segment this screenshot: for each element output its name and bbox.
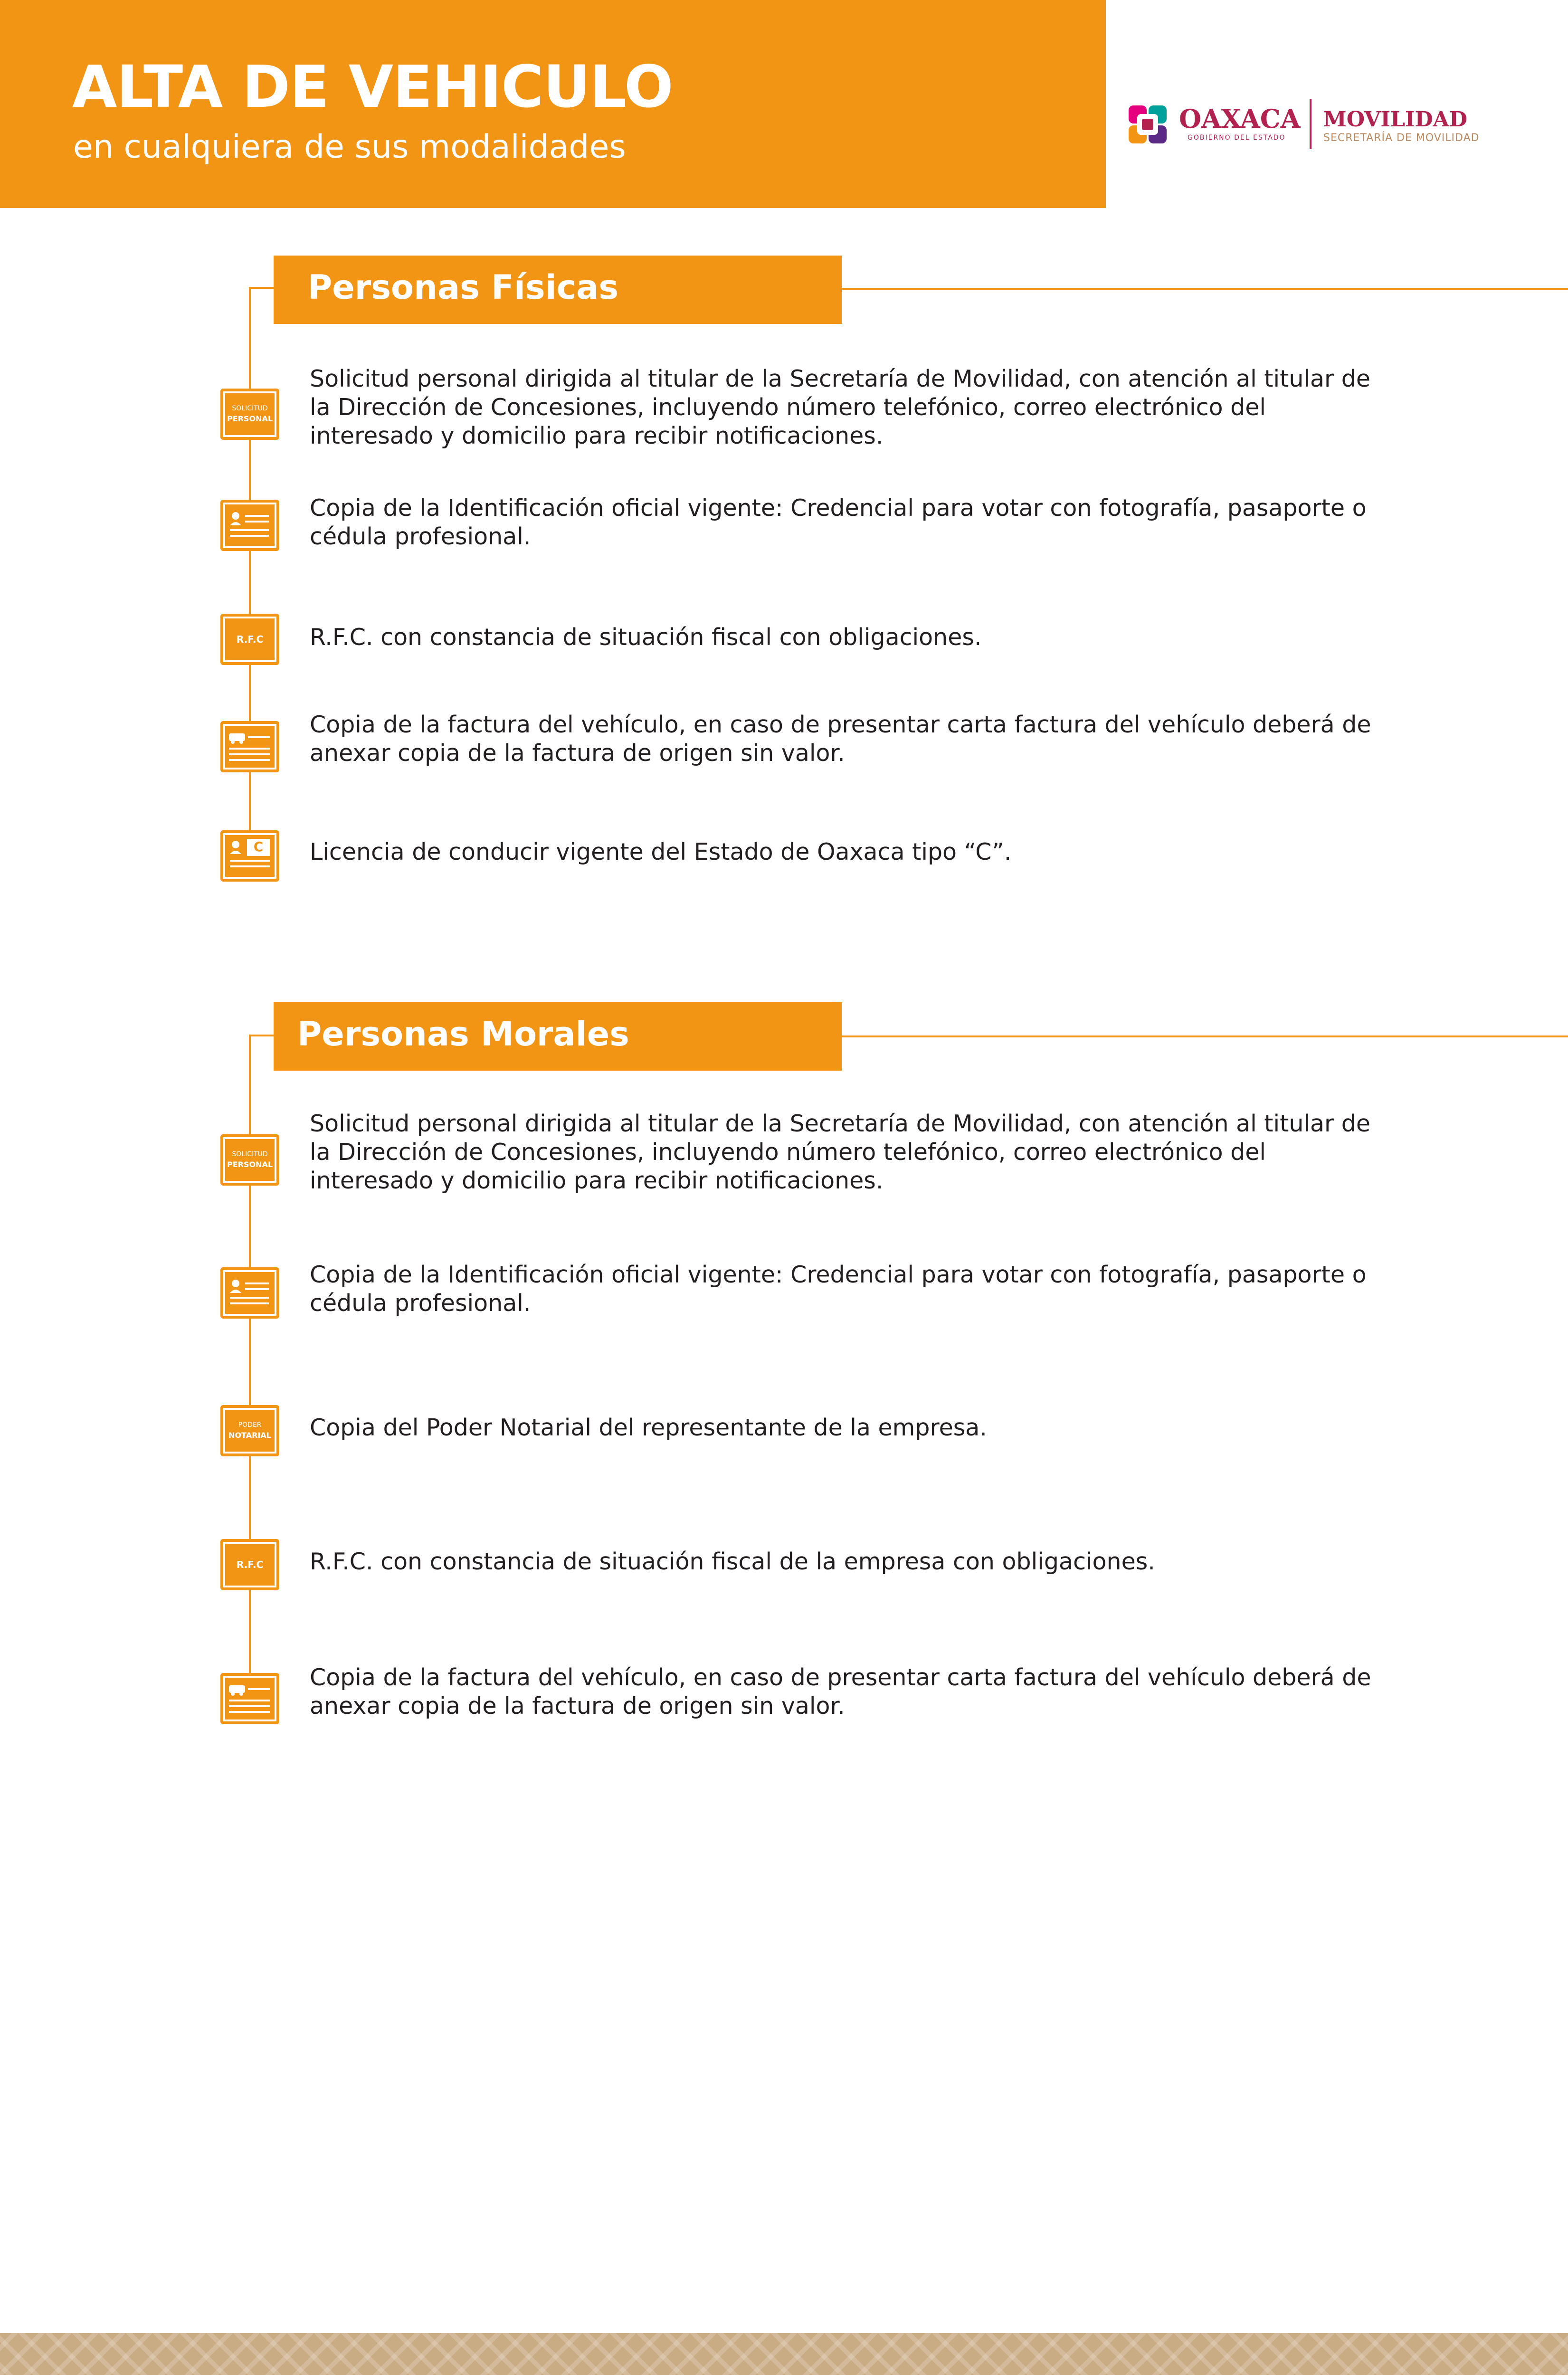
requirement-text: Copia de la factura del vehículo, en caso de presentar carta factura del vehículo deberá de anexar copia de la factura de origen sin valor. bbox=[310, 711, 1371, 767]
rfc-icon: R.F.C bbox=[220, 614, 279, 665]
logo-movilidad-text: MOVILIDAD bbox=[1323, 107, 1467, 132]
poder-notarial-icon: PODER NOTARIAL bbox=[220, 1405, 279, 1456]
requirement-text: Solicitud personal dirigida al titular de la Secretaría de Movilidad, con atención al titular de la Dirección de Concesiones, incluyendo número telefónico, correo electrónico del interesado y domicilio para recibir notificaciones. bbox=[310, 365, 1370, 449]
requirement-text: Solicitud personal dirigida al titular de la Secretaría de Movilidad, con atención al titular de la Dirección de Concesiones, incluyendo número telefónico, correo electrónico del interesado y domicilio para recibir notificaciones. bbox=[310, 1110, 1370, 1194]
id-card-icon bbox=[220, 500, 279, 551]
id-card-glyph bbox=[222, 502, 277, 549]
requirement-text: R.F.C. con constancia de situación fiscal de la empresa con obligaciones. bbox=[310, 1548, 1155, 1575]
logo-gobierno-text: GOBIERNO DEL ESTADO bbox=[1188, 134, 1286, 142]
oaxaca-emblem-icon bbox=[1127, 104, 1169, 145]
invoice-car-glyph bbox=[222, 1675, 277, 1722]
license-icon: C bbox=[220, 830, 279, 882]
page-title: ALTA DE VEHICULO bbox=[72, 53, 673, 121]
solicitud-personal-icon: SOLICITUD PERSONAL bbox=[220, 1134, 279, 1186]
logo-oaxaca-text: OAXACA bbox=[1179, 104, 1301, 134]
section-header-line bbox=[842, 1036, 1568, 1037]
id-card-icon bbox=[220, 1267, 279, 1319]
section-header-bar bbox=[274, 256, 842, 324]
timeline-connector bbox=[249, 1035, 274, 1036]
invoice-car-glyph bbox=[222, 723, 277, 770]
requirement-text: Copia de la Identificación oficial vigente: Credencial para votar con fotografía, pasaporte o cédula profesional. bbox=[310, 494, 1367, 550]
requirement-text: Licencia de conducir vigente del Estado de Oaxaca tipo “C”. bbox=[310, 838, 1012, 865]
section-header-bar bbox=[274, 1002, 842, 1071]
oaxaca-movilidad-logo bbox=[1127, 99, 1497, 151]
invoice-car-icon bbox=[220, 721, 279, 772]
decorative-footer-pattern bbox=[0, 2333, 1568, 2375]
requirement-text: R.F.C. con constancia de situación fiscal con obligaciones. bbox=[310, 624, 982, 651]
timeline-connector bbox=[249, 287, 274, 289]
section-title: Personas Físicas bbox=[308, 268, 619, 307]
section-header-line bbox=[842, 288, 1568, 290]
requirement-text: Copia del Poder Notarial del representante de la empresa. bbox=[310, 1414, 987, 1441]
logo-secretaria-text: SECRETARÍA DE MOVILIDAD bbox=[1323, 132, 1480, 144]
invoice-car-icon bbox=[220, 1673, 279, 1724]
logo-divider bbox=[1310, 99, 1311, 149]
id-card-glyph bbox=[222, 1269, 277, 1317]
requirement-text: Copia de la factura del vehículo, en caso de presentar carta factura del vehículo deberá de anexar copia de la factura de origen sin valor. bbox=[310, 1664, 1371, 1720]
section-title: Personas Morales bbox=[297, 1015, 629, 1054]
rfc-icon: R.F.C bbox=[220, 1539, 279, 1590]
header-band bbox=[0, 0, 1106, 208]
solicitud-personal-icon: SOLICITUD PERSONAL bbox=[220, 389, 279, 440]
timeline-line bbox=[249, 287, 251, 881]
requirement-text: Copia de la Identificación oficial vigente: Credencial para votar con fotografía, pasaporte o cédula profesional. bbox=[310, 1261, 1367, 1317]
page-subtitle: en cualquiera de sus modalidades bbox=[73, 128, 626, 166]
